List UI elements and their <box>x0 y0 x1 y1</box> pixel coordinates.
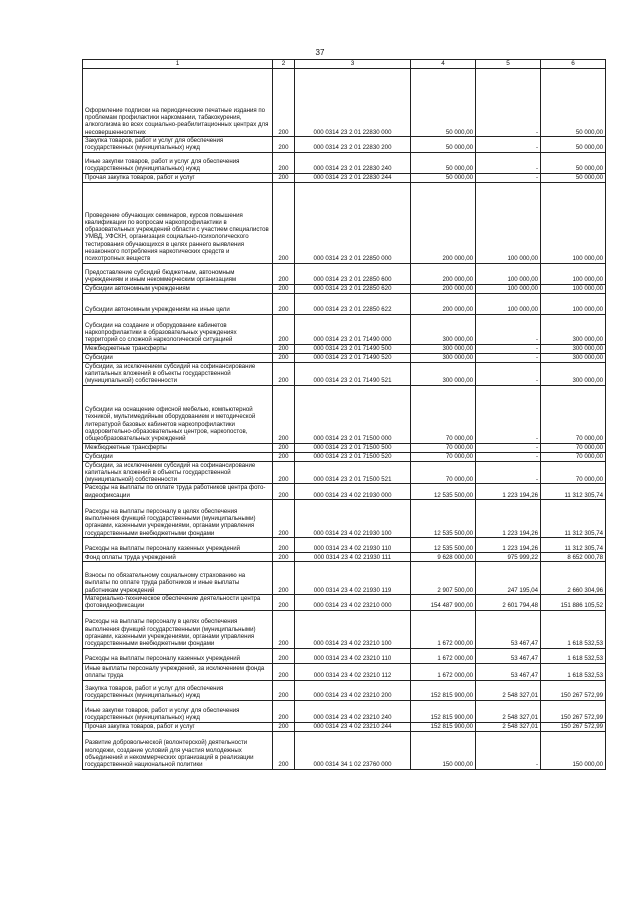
row-description: Субсидии, за исключением субсидий на софинансирование капитальных вложений в объекты государственной (муниципальной) собственности <box>83 461 273 484</box>
row-amount-federal: - <box>476 137 541 153</box>
row-amount-total: 70 000,00 <box>411 461 476 484</box>
row-amount-regional: 11 312 305,74 <box>541 484 606 500</box>
row-amount-regional: 150 267 572,99 <box>541 722 606 731</box>
row-amount-regional: 70 000,00 <box>541 452 606 461</box>
row-classification-code: 000 0314 23 4 02 23210 244 <box>295 722 411 731</box>
row-classification-code: 000 0314 23 4 02 23210 240 <box>295 700 411 722</box>
row-admin-code: 200 <box>273 353 295 362</box>
row-amount-regional: 70 000,00 <box>541 385 606 443</box>
row-amount-federal: 1 223 194,26 <box>476 484 541 500</box>
row-classification-code: 000 0314 23 4 02 23210 110 <box>295 648 411 663</box>
row-classification-code: 000 0314 23 2 01 22830 200 <box>295 137 411 153</box>
table-row <box>83 152 606 173</box>
row-amount-regional: 50 000,00 <box>541 137 606 153</box>
row-classification-code: 000 0314 23 2 01 22830 000 <box>295 69 411 137</box>
row-classification-code: 000 0314 23 2 01 22850 000 <box>295 182 411 263</box>
budget-table <box>82 59 606 770</box>
page-number: 37 <box>315 48 325 57</box>
column-header-6: 6 <box>541 60 606 69</box>
column-header-5: 5 <box>476 60 541 69</box>
row-description: Иные закупки товаров, работ и услуг для обеспечения государственных (муниципальных) нужд <box>83 152 273 173</box>
row-admin-code: 200 <box>273 182 295 263</box>
row-amount-total: 12 535 500,00 <box>411 500 476 538</box>
row-amount-federal: 53 467,47 <box>476 648 541 663</box>
table-row <box>83 353 606 362</box>
table-row <box>83 700 606 722</box>
row-amount-regional: 150 267 572,99 <box>541 680 606 700</box>
table-row <box>83 610 606 648</box>
row-amount-federal: - <box>476 353 541 362</box>
row-description: Расходы на выплаты по оплате труда работников центра фото-видеофиксации <box>83 484 273 500</box>
row-admin-code: 200 <box>273 648 295 663</box>
table-row <box>83 595 606 611</box>
row-classification-code: 000 0314 23 2 01 71490 521 <box>295 362 411 385</box>
table-header <box>83 60 606 69</box>
row-description: Расходы на выплаты персоналу в целях обеспечения выполнения функций государственными (муниципальными) органами, казенными учреждениями, органами управления государственными внебюджетными фондами <box>83 610 273 648</box>
row-admin-code: 200 <box>273 595 295 611</box>
row-amount-total: 2 907 500,00 <box>411 562 476 595</box>
row-classification-code: 000 0314 23 4 02 21930 119 <box>295 562 411 595</box>
table-row <box>83 69 606 137</box>
row-admin-code: 200 <box>273 610 295 648</box>
row-admin-code: 200 <box>273 452 295 461</box>
row-classification-code: 000 0314 23 4 02 21930 110 <box>295 538 411 553</box>
row-amount-total: 300 000,00 <box>411 362 476 385</box>
table-row <box>83 362 606 385</box>
column-header-1: 1 <box>83 60 273 69</box>
table-row <box>83 182 606 263</box>
row-admin-code: 200 <box>273 385 295 443</box>
row-description: Субсидии на создание и оборудование кабинетов наркопрофилактики в образовательных учреждениях территорий со сложной наркологической ситуацией <box>83 314 273 344</box>
row-description: Субсидии на оснащение офисной мебелью, компьютерной техникой, мультимедийным оборудованием и методической литературой базовых кабинетов наркопрофилактики оздоровительно-образовательных центров, наркопостов, общеобразовательных учреждений <box>83 385 273 443</box>
table-row <box>83 385 606 443</box>
row-amount-federal: 100 000,00 <box>476 182 541 263</box>
row-admin-code: 200 <box>273 362 295 385</box>
row-amount-total: 1 672 000,00 <box>411 610 476 648</box>
row-admin-code: 200 <box>273 137 295 153</box>
column-header-2: 2 <box>273 60 295 69</box>
row-amount-total: 200 000,00 <box>411 284 476 293</box>
row-description: Субсидии <box>83 353 273 362</box>
row-amount-federal: 100 000,00 <box>476 263 541 284</box>
row-description: Расходы на выплаты персоналу в целях обеспечения выполнения функций государственными (муниципальными) органами, казенными учреждениями, органами управления государственными внебюджетными фондами <box>83 500 273 538</box>
row-amount-federal: 2 601 794,48 <box>476 595 541 611</box>
row-classification-code: 000 0314 23 2 01 71490 500 <box>295 344 411 353</box>
row-amount-regional: 1 618 532,53 <box>541 663 606 680</box>
row-amount-regional: 50 000,00 <box>541 152 606 173</box>
row-classification-code: 000 0314 23 2 01 22830 240 <box>295 152 411 173</box>
row-amount-federal: - <box>476 152 541 173</box>
table-row <box>83 452 606 461</box>
row-description: Межбюджетные трансферты <box>83 443 273 452</box>
row-admin-code: 200 <box>273 538 295 553</box>
row-amount-regional: 150 267 572,99 <box>541 700 606 722</box>
row-admin-code: 200 <box>273 69 295 137</box>
row-admin-code: 200 <box>273 314 295 344</box>
column-header-4: 4 <box>411 60 476 69</box>
row-admin-code: 200 <box>273 663 295 680</box>
row-admin-code: 200 <box>273 562 295 595</box>
table-row <box>83 663 606 680</box>
row-admin-code: 200 <box>273 680 295 700</box>
row-description: Иные выплаты персоналу учреждений, за исключением фонда оплаты труда <box>83 663 273 680</box>
row-admin-code: 200 <box>273 553 295 562</box>
row-description: Расходы на выплаты персоналу казенных учреждений <box>83 538 273 553</box>
row-amount-total: 12 535 500,00 <box>411 538 476 553</box>
row-amount-federal: - <box>476 461 541 484</box>
row-amount-total: 300 000,00 <box>411 344 476 353</box>
row-admin-code: 200 <box>273 344 295 353</box>
row-amount-regional: 8 652 000,78 <box>541 553 606 562</box>
row-description: Прочая закупка товаров, работ и услуг <box>83 722 273 731</box>
row-amount-federal: - <box>476 314 541 344</box>
row-amount-total: 50 000,00 <box>411 137 476 153</box>
row-amount-total: 200 000,00 <box>411 182 476 263</box>
row-amount-federal: - <box>476 452 541 461</box>
table-row <box>83 484 606 500</box>
table-row <box>83 314 606 344</box>
row-amount-regional: 11 312 305,74 <box>541 538 606 553</box>
row-description: Предоставление субсидий бюджетным, автономным учреждениям и иным некоммерческим организациям <box>83 263 273 284</box>
row-amount-regional: 100 000,00 <box>541 182 606 263</box>
row-classification-code: 000 0314 23 2 01 22850 600 <box>295 263 411 284</box>
table-row <box>83 648 606 663</box>
row-amount-total: 70 000,00 <box>411 443 476 452</box>
row-description: Проведение обучающих семинаров, курсов повышения квалификации по вопросам наркопрофилактики в образовательных учреждений области с участием специалистов УМВД, УФСКН, организация социально-психологического тестирования обучающихся в целях раннего выявления незаконного потребления наркотических средств и психотропных веществ <box>83 182 273 263</box>
row-amount-federal: 1 223 194,26 <box>476 538 541 553</box>
table-body <box>83 69 606 770</box>
row-description: Развитие добровольческой (волонтерской) деятельности молодежи, создание условий для участия молодежных объединений и некоммерческих организаций в реализации государственной национальной политики <box>83 731 273 769</box>
row-description: Фонд оплаты труда учреждений <box>83 553 273 562</box>
table-row <box>83 562 606 595</box>
row-amount-federal: - <box>476 443 541 452</box>
row-amount-federal: 100 000,00 <box>476 284 541 293</box>
row-amount-federal: 53 467,47 <box>476 663 541 680</box>
row-amount-federal: - <box>476 362 541 385</box>
row-amount-regional: 150 000,00 <box>541 731 606 769</box>
row-amount-regional: 70 000,00 <box>541 461 606 484</box>
row-amount-total: 70 000,00 <box>411 452 476 461</box>
row-amount-federal: 2 548 327,01 <box>476 680 541 700</box>
table-row <box>83 500 606 538</box>
header-row <box>83 60 606 69</box>
row-amount-total: 300 000,00 <box>411 314 476 344</box>
row-amount-regional: 50 000,00 <box>541 69 606 137</box>
row-admin-code: 200 <box>273 731 295 769</box>
row-admin-code: 200 <box>273 500 295 538</box>
row-amount-federal: 2 548 327,01 <box>476 700 541 722</box>
row-description: Оформление подписки на периодические печатные издания по проблемам профилактики наркомании, табакокурения, алкоголизма во всех социально-реабилитационных центрах для несовершеннолетних <box>83 69 273 137</box>
table-row <box>83 173 606 182</box>
row-classification-code: 000 0314 23 2 01 71500 000 <box>295 385 411 443</box>
row-amount-regional: 50 000,00 <box>541 173 606 182</box>
row-description: Материально-техническое обеспечение деятельности центра фотовидеофиксации <box>83 595 273 611</box>
row-admin-code: 200 <box>273 263 295 284</box>
row-admin-code: 200 <box>273 443 295 452</box>
row-amount-total: 12 535 500,00 <box>411 484 476 500</box>
table-row <box>83 722 606 731</box>
row-description: Субсидии автономным учреждениям на иные цели <box>83 293 273 314</box>
row-amount-federal: - <box>476 344 541 353</box>
row-amount-total: 300 000,00 <box>411 353 476 362</box>
row-amount-total: 1 672 000,00 <box>411 663 476 680</box>
table-row <box>83 284 606 293</box>
row-classification-code: 000 0314 23 4 02 23210 000 <box>295 595 411 611</box>
row-amount-total: 154 487 900,00 <box>411 595 476 611</box>
row-classification-code: 000 0314 34 1 02 23760 000 <box>295 731 411 769</box>
row-admin-code: 200 <box>273 173 295 182</box>
table-row <box>83 461 606 484</box>
row-classification-code: 000 0314 23 2 01 22830 244 <box>295 173 411 182</box>
row-classification-code: 000 0314 23 4 02 23210 200 <box>295 680 411 700</box>
row-admin-code: 200 <box>273 722 295 731</box>
row-classification-code: 000 0314 23 2 01 71490 000 <box>295 314 411 344</box>
row-amount-regional: 1 618 532,53 <box>541 610 606 648</box>
row-amount-regional: 1 618 532,53 <box>541 648 606 663</box>
row-amount-regional: 70 000,00 <box>541 443 606 452</box>
row-description: Закупка товаров, работ и услуг для обеспечения государственных (муниципальных) нужд <box>83 680 273 700</box>
table-row <box>83 263 606 284</box>
column-header-3: 3 <box>295 60 411 69</box>
row-amount-total: 200 000,00 <box>411 293 476 314</box>
row-admin-code: 200 <box>273 700 295 722</box>
row-amount-regional: 300 000,00 <box>541 344 606 353</box>
row-classification-code: 000 0314 23 4 02 21930 100 <box>295 500 411 538</box>
row-amount-federal: 975 999,22 <box>476 553 541 562</box>
row-amount-total: 152 815 900,00 <box>411 722 476 731</box>
row-amount-total: 200 000,00 <box>411 263 476 284</box>
row-classification-code: 000 0314 23 4 02 21930 111 <box>295 553 411 562</box>
row-classification-code: 000 0314 23 2 01 71500 500 <box>295 443 411 452</box>
row-description: Субсидии автономным учреждениям <box>83 284 273 293</box>
row-classification-code: 000 0314 23 2 01 22850 620 <box>295 284 411 293</box>
row-amount-total: 50 000,00 <box>411 69 476 137</box>
row-amount-total: 50 000,00 <box>411 173 476 182</box>
row-classification-code: 000 0314 23 2 01 71500 520 <box>295 452 411 461</box>
row-classification-code: 000 0314 23 4 02 23210 112 <box>295 663 411 680</box>
row-classification-code: 000 0314 23 2 01 22850 622 <box>295 293 411 314</box>
row-description: Межбюджетные трансферты <box>83 344 273 353</box>
table-row <box>83 137 606 153</box>
row-amount-regional: 300 000,00 <box>541 362 606 385</box>
row-amount-federal: - <box>476 385 541 443</box>
row-description: Субсидии, за исключением субсидий на софинансирование капитальных вложений в объекты государственной (муниципальной) собственности <box>83 362 273 385</box>
row-amount-total: 152 815 900,00 <box>411 680 476 700</box>
row-admin-code: 200 <box>273 284 295 293</box>
row-amount-total: 70 000,00 <box>411 385 476 443</box>
table-row <box>83 538 606 553</box>
row-amount-total: 152 815 900,00 <box>411 700 476 722</box>
row-amount-federal: - <box>476 173 541 182</box>
row-amount-federal: - <box>476 69 541 137</box>
row-admin-code: 200 <box>273 293 295 314</box>
row-amount-federal: 53 467,47 <box>476 610 541 648</box>
row-description: Закупка товаров, работ и услуг для обеспечения государственных (муниципальных) нужд <box>83 137 273 153</box>
table-row <box>83 553 606 562</box>
row-amount-regional: 100 000,00 <box>541 263 606 284</box>
table-row <box>83 443 606 452</box>
row-amount-federal: 2 548 327,01 <box>476 722 541 731</box>
row-admin-code: 200 <box>273 152 295 173</box>
row-classification-code: 000 0314 23 2 01 71500 521 <box>295 461 411 484</box>
row-description: Иные закупки товаров, работ и услуг для обеспечения государственных (муниципальных) нужд <box>83 700 273 722</box>
row-description: Взносы по обязательному социальному страхованию на выплаты по оплате труда работников и иные выплаты работникам учреждений <box>83 562 273 595</box>
row-amount-regional: 100 000,00 <box>541 293 606 314</box>
row-description: Расходы на выплаты персоналу казенных учреждений <box>83 648 273 663</box>
row-amount-regional: 100 000,00 <box>541 284 606 293</box>
row-amount-federal: 247 195,04 <box>476 562 541 595</box>
row-classification-code: 000 0314 23 2 01 71490 520 <box>295 353 411 362</box>
row-amount-total: 1 672 000,00 <box>411 648 476 663</box>
row-amount-regional: 151 886 105,52 <box>541 595 606 611</box>
row-amount-regional: 300 000,00 <box>541 314 606 344</box>
table-row <box>83 680 606 700</box>
row-amount-federal: 100 000,00 <box>476 293 541 314</box>
row-amount-federal: 1 223 194,26 <box>476 500 541 538</box>
table-row <box>83 344 606 353</box>
table-row <box>83 731 606 769</box>
row-classification-code: 000 0314 23 4 02 21930 000 <box>295 484 411 500</box>
row-amount-total: 9 628 000,00 <box>411 553 476 562</box>
row-classification-code: 000 0314 23 4 02 23210 100 <box>295 610 411 648</box>
row-amount-total: 150 000,00 <box>411 731 476 769</box>
row-admin-code: 200 <box>273 484 295 500</box>
table-row <box>83 293 606 314</box>
row-amount-regional: 2 660 304,96 <box>541 562 606 595</box>
row-amount-total: 50 000,00 <box>411 152 476 173</box>
row-admin-code: 200 <box>273 461 295 484</box>
row-amount-federal: - <box>476 731 541 769</box>
row-amount-regional: 300 000,00 <box>541 353 606 362</box>
row-description: Прочая закупка товаров, работ и услуг <box>83 173 273 182</box>
row-amount-regional: 11 312 305,74 <box>541 500 606 538</box>
row-description: Субсидии <box>83 452 273 461</box>
